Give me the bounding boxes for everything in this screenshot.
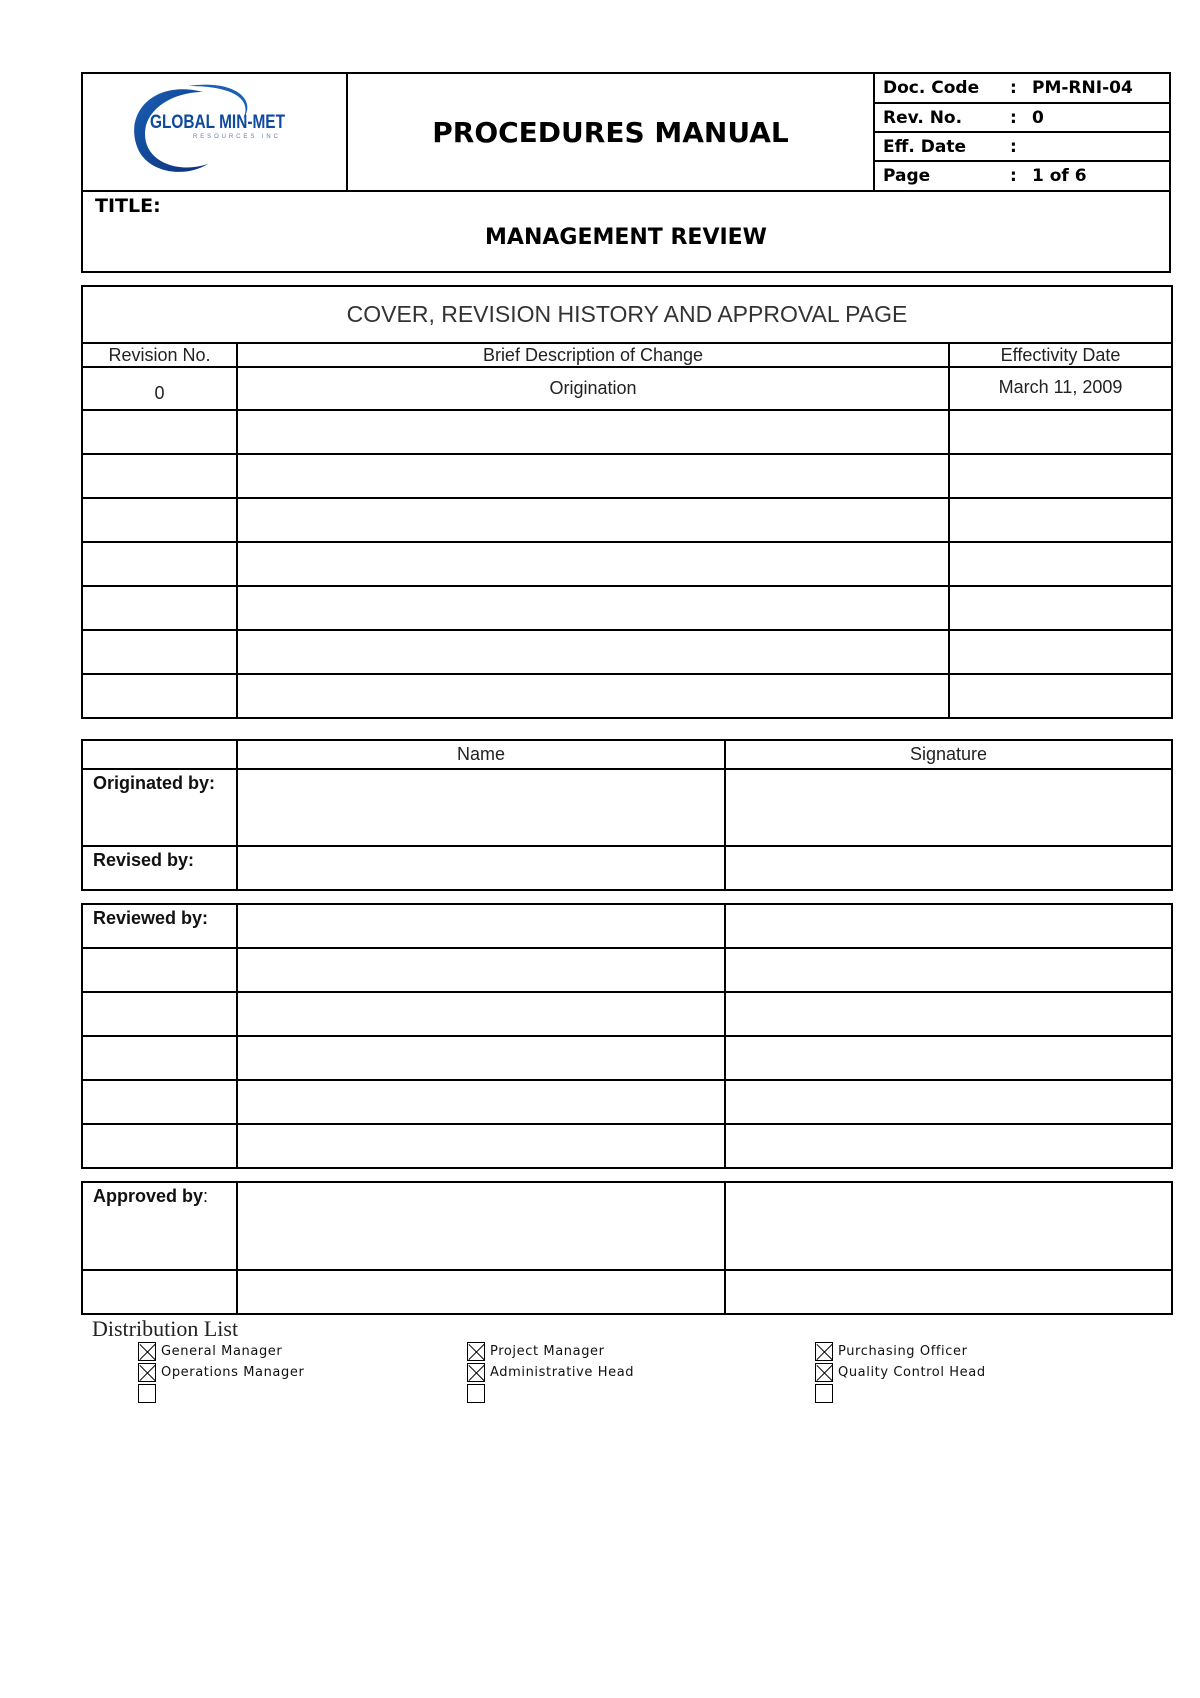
- approver-name-field[interactable]: [237, 1270, 725, 1314]
- reviewer-name-field[interactable]: [237, 904, 725, 948]
- approver-signature-field[interactable]: [725, 1270, 1172, 1314]
- meta-sep: :: [1010, 103, 1032, 132]
- reviewer-name-field[interactable]: [237, 1036, 725, 1080]
- document-title: MANAGEMENT REVIEW: [485, 225, 767, 250]
- column-header-description: Brief Description of Change: [237, 343, 949, 367]
- empty-cell: [949, 410, 1172, 454]
- originated-by-label: Originated by:: [82, 769, 237, 846]
- table-row: [82, 542, 1172, 586]
- empty-cell: [82, 1270, 237, 1314]
- originated-name-field[interactable]: [237, 769, 725, 846]
- company-logo: [83, 74, 348, 189]
- reviewer-signature-field[interactable]: [725, 1036, 1172, 1080]
- approved-table: [81, 1181, 1173, 1315]
- distribution-item[interactable]: [467, 1362, 634, 1383]
- distribution-item[interactable]: [467, 1341, 634, 1362]
- empty-cell: [949, 674, 1172, 718]
- table-row: [82, 769, 1172, 846]
- checkbox-checked-icon[interactable]: [138, 1363, 156, 1382]
- revision-history-table: [81, 285, 1173, 719]
- meta-sep: :: [1010, 132, 1032, 161]
- distribution-label: Administrative Head: [490, 1365, 635, 1380]
- table-row: [82, 1270, 1172, 1314]
- empty-cell: [82, 1036, 237, 1080]
- reviewer-signature-field[interactable]: [725, 948, 1172, 992]
- reviewed-by-label: Reviewed by:: [82, 904, 237, 948]
- table-row: [82, 948, 1172, 992]
- document-header: [81, 72, 1171, 192]
- reviewed-table: [81, 903, 1173, 1169]
- distribution-item[interactable]: [815, 1341, 986, 1362]
- table-row: [82, 454, 1172, 498]
- checkbox-checked-icon[interactable]: [815, 1342, 833, 1361]
- distribution-label: General Manager: [161, 1344, 283, 1359]
- empty-cell: [82, 948, 237, 992]
- empty-cell: [237, 542, 949, 586]
- meta-key: Doc. Code: [875, 74, 1010, 103]
- title-box: [81, 189, 1171, 273]
- table-row: [82, 1182, 1172, 1270]
- meta-sep: :: [1010, 74, 1032, 103]
- column-header-date: Effectivity Date: [949, 343, 1172, 367]
- meta-key: Rev. No.: [875, 103, 1010, 132]
- meta-value: PM-RNI-04: [1032, 74, 1169, 103]
- meta-value: 1 of 6: [1032, 166, 1087, 186]
- distribution-item[interactable]: [815, 1383, 986, 1404]
- empty-cell: [949, 630, 1172, 674]
- empty-cell: [82, 410, 237, 454]
- logo-text: GLOBAL MIN-MET: [150, 112, 286, 133]
- meta-key: Eff. Date: [875, 132, 1010, 161]
- table-row: [82, 410, 1172, 454]
- empty-cell: [237, 498, 949, 542]
- reviewer-name-field[interactable]: [237, 948, 725, 992]
- revision-number: 0: [82, 367, 237, 410]
- manual-title: PROCEDURES MANUAL: [347, 73, 874, 191]
- approved-by-colon: :: [203, 1186, 209, 1206]
- distribution-list-title: Distribution List: [92, 1316, 239, 1341]
- revision-caption: COVER, REVISION HISTORY AND APPROVAL PAGE: [82, 286, 1172, 343]
- checkbox-checked-icon[interactable]: [467, 1342, 485, 1361]
- originated-revised-table: [81, 739, 1173, 891]
- empty-cell: [82, 542, 237, 586]
- empty-cell: [82, 586, 237, 630]
- approver-signature-field[interactable]: [725, 1182, 1172, 1270]
- checkbox-empty-icon[interactable]: [467, 1384, 485, 1403]
- meta-row: [875, 161, 1169, 190]
- distribution-column: [138, 1341, 304, 1404]
- meta-key: Page: [883, 166, 931, 186]
- column-header-revision: Revision No.: [82, 343, 237, 367]
- table-row: [82, 1080, 1172, 1124]
- change-description: Origination: [237, 367, 949, 410]
- empty-cell: [82, 740, 237, 769]
- meta-value: [1032, 132, 1169, 161]
- meta-row: [875, 132, 1169, 161]
- meta-row: [875, 103, 1169, 132]
- table-row: [82, 904, 1172, 948]
- document-meta: [874, 73, 1170, 191]
- table-row: [82, 846, 1172, 890]
- table-row: [82, 674, 1172, 718]
- effectivity-date: March 11, 2009: [949, 367, 1172, 410]
- table-row: [82, 367, 1172, 410]
- meta-row: [875, 74, 1169, 103]
- empty-cell: [237, 630, 949, 674]
- column-header-name: Name: [237, 740, 725, 769]
- empty-cell: [82, 1124, 237, 1168]
- distribution-item[interactable]: [138, 1383, 304, 1404]
- title-label: TITLE:: [95, 195, 161, 217]
- distribution-item[interactable]: [467, 1383, 634, 1404]
- meta-sep: :: [1010, 166, 1017, 186]
- empty-cell: [949, 542, 1172, 586]
- empty-cell: [82, 992, 237, 1036]
- table-row: [82, 1036, 1172, 1080]
- checkbox-checked-icon[interactable]: [467, 1363, 485, 1382]
- checkbox-empty-icon[interactable]: [138, 1384, 156, 1403]
- originated-signature-field[interactable]: [725, 769, 1172, 846]
- distribution-item[interactable]: [138, 1362, 304, 1383]
- reviewer-name-field[interactable]: [237, 1080, 725, 1124]
- empty-cell: [949, 498, 1172, 542]
- table-row: [82, 992, 1172, 1036]
- checkbox-checked-icon[interactable]: [815, 1363, 833, 1382]
- reviewer-signature-field[interactable]: [725, 1124, 1172, 1168]
- distribution-label: Operations Manager: [161, 1365, 305, 1380]
- approver-name-field[interactable]: [237, 1182, 725, 1270]
- reviewer-signature-field[interactable]: [725, 992, 1172, 1036]
- distribution-column: [467, 1341, 634, 1404]
- table-row: [82, 586, 1172, 630]
- table-row: [82, 630, 1172, 674]
- reviewer-signature-field[interactable]: [725, 1080, 1172, 1124]
- reviewer-signature-field[interactable]: [725, 904, 1172, 948]
- empty-cell: [237, 674, 949, 718]
- logo-subtitle: RESOURCES INC: [193, 134, 278, 140]
- revised-name-field[interactable]: [237, 846, 725, 890]
- distribution-column: [815, 1341, 986, 1404]
- distribution-label: Quality Control Head: [838, 1365, 986, 1380]
- revised-signature-field[interactable]: [725, 846, 1172, 890]
- approved-by-text: Approved by: [93, 1186, 204, 1206]
- empty-cell: [237, 454, 949, 498]
- approved-by-label: [82, 1182, 237, 1270]
- empty-cell: [949, 586, 1172, 630]
- empty-cell: [82, 454, 237, 498]
- empty-cell: [82, 1080, 237, 1124]
- empty-cell: [82, 630, 237, 674]
- distribution-label: Project Manager: [490, 1344, 605, 1359]
- revised-by-label: Revised by:: [82, 846, 237, 890]
- empty-cell: [82, 674, 237, 718]
- empty-cell: [949, 454, 1172, 498]
- distribution-item[interactable]: [138, 1341, 304, 1362]
- table-row: [82, 1124, 1172, 1168]
- empty-cell: [237, 410, 949, 454]
- meta-value: 0: [1032, 103, 1169, 132]
- reviewer-name-field[interactable]: [237, 992, 725, 1036]
- logo-cell: [82, 73, 347, 191]
- empty-cell: [82, 498, 237, 542]
- column-header-signature: Signature: [725, 740, 1172, 769]
- distribution-label: Purchasing Officer: [838, 1344, 968, 1359]
- checkbox-empty-icon[interactable]: [815, 1384, 833, 1403]
- checkbox-checked-icon[interactable]: [138, 1342, 156, 1361]
- distribution-item[interactable]: [815, 1362, 986, 1383]
- empty-cell: [237, 586, 949, 630]
- table-row: [82, 498, 1172, 542]
- reviewer-name-field[interactable]: [237, 1124, 725, 1168]
